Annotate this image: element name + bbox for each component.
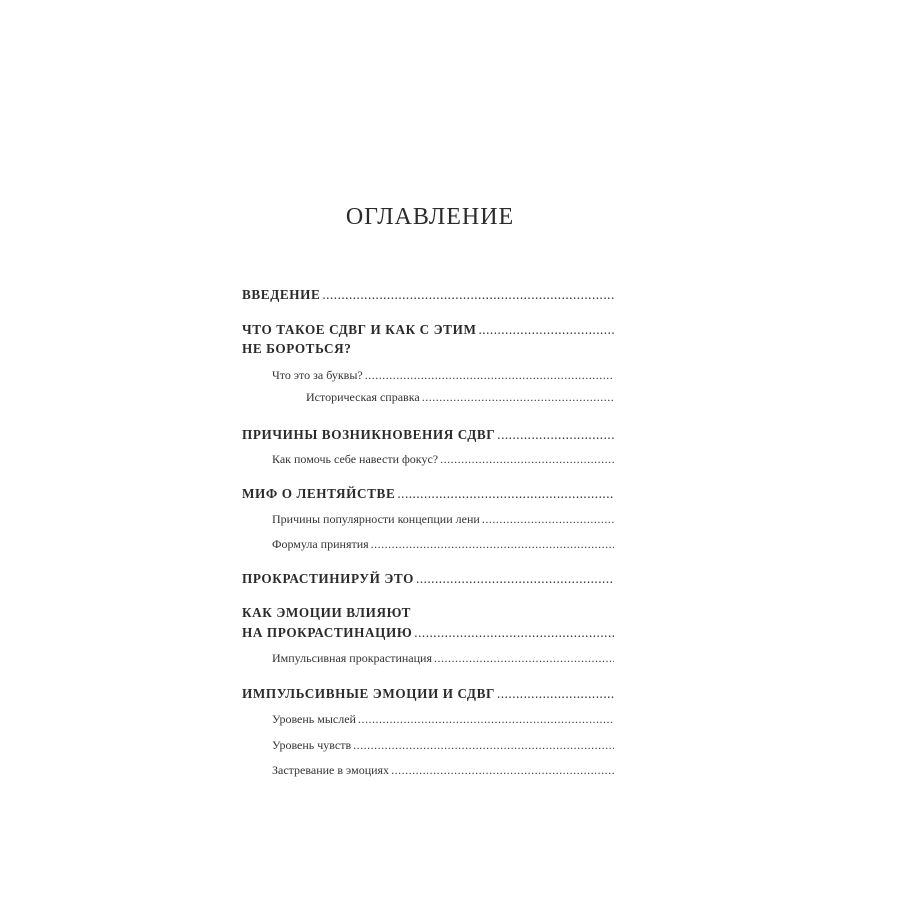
toc-entry-label: Застревание в эмоциях [272,763,390,777]
toc-entry-chapter-1-line-2 [242,341,614,357]
toc-entry-section-1-1-1[interactable] [306,390,614,405]
toc-entry-label: Причины популярности концепции лени [272,512,480,526]
toc-entry-label: КАК ЭМОЦИИ ВЛИЯЮТ [242,605,412,620]
toc-entry-chapter-5-line-1 [242,605,614,621]
toc-entry-section-5-1[interactable] [272,651,614,666]
toc-entry-label: Уровень мыслей [272,712,356,726]
dot-leader [358,712,614,727]
toc-entry-label: ПРИЧИНЫ ВОЗНИКНОВЕНИЯ СДВГ [242,427,496,442]
toc-entry-label: Уровень чувств [272,738,352,752]
dot-leader [497,427,614,443]
toc-entry-chapter-2[interactable] [242,427,614,443]
dot-leader [416,571,614,587]
dot-leader [365,368,614,383]
page-title: ОГЛАВЛЕНИЕ [345,204,515,230]
toc-entry-label: Формула принятия [272,537,369,551]
toc-entry-section-3-2[interactable] [272,537,614,552]
toc-entry-section-6-3[interactable] [272,763,614,778]
toc-entry-label: Что это за буквы? [272,368,363,382]
toc-entry-chapter-1[interactable] [242,322,614,338]
toc-entry-label: Историческая справка [306,390,420,404]
toc-entry-label: НА ПРОКРАСТИНАЦИЮ [242,625,413,640]
toc-entry-label: ПРОКРАСТИНИРУЙ ЭТО [242,571,414,586]
toc-entry-section-6-1[interactable] [272,712,614,727]
dot-leader [479,322,615,338]
toc-entry-chapter-4[interactable] [242,571,614,587]
dot-leader [482,512,614,527]
dot-leader [391,763,614,778]
dot-leader [422,390,614,405]
toc-entry-label: МИФ О ЛЕНТЯЙСТВЕ [242,486,396,501]
dot-leader [414,625,614,641]
toc-entry-label: ИМПУЛЬСИВНЫЕ ЭМОЦИИ И СДВГ [242,686,495,701]
toc-entry-chapter-3[interactable] [242,486,614,502]
toc-entry-chapter-6[interactable] [242,686,614,702]
toc-entry-label: Как помочь себе навести фокус? [272,452,439,466]
toc-entry-section-6-2[interactable] [272,738,614,753]
dot-leader [497,686,614,702]
table-of-contents [242,0,614,900]
dot-leader [353,738,614,753]
toc-entry-label: ЧТО ТАКОЕ СДВГ И КАК С ЭТИМ [242,322,477,337]
toc-entry-chapter-5[interactable] [242,625,614,641]
dot-leader [434,651,614,666]
toc-entry-intro[interactable] [242,287,614,303]
dot-leader [371,537,614,552]
dot-leader [397,486,614,502]
toc-entry-label: Импульсивная прокрастинация [272,651,432,665]
toc-entry-section-3-1[interactable] [272,512,614,527]
toc-entry-label: НЕ БОРОТЬСЯ? [242,341,352,356]
toc-entry-section-1-1[interactable] [272,368,614,383]
toc-entry-label: ВВЕДЕНИЕ [242,287,321,302]
dot-leader [440,452,614,467]
toc-entry-section-2-1[interactable] [272,452,614,467]
dot-leader [322,287,614,303]
